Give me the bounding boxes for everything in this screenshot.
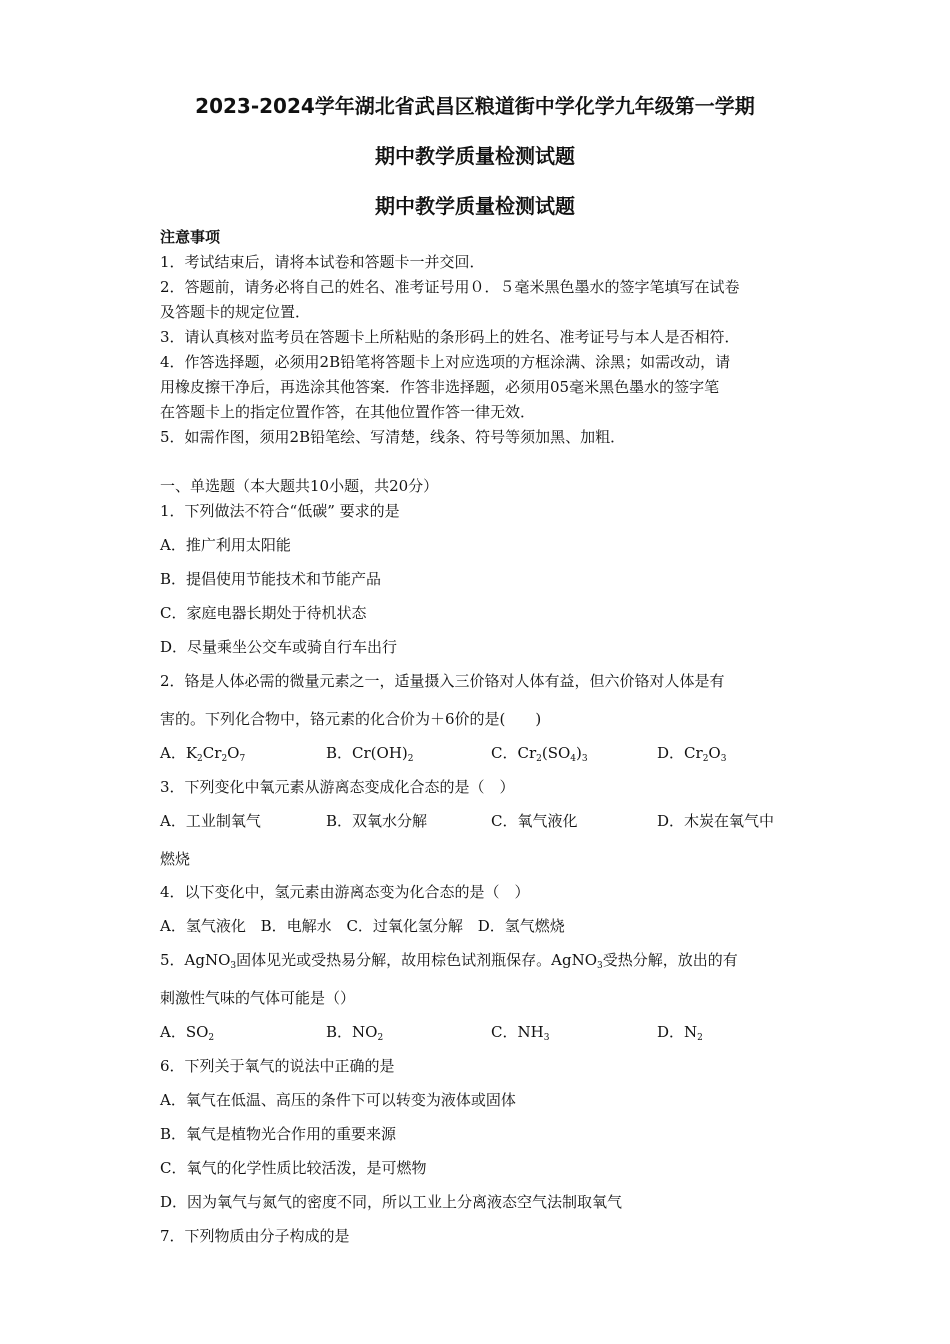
option-d: D．因为氧气与氮气的密度不同，所以工业上分离液态空气法制取氧气 xyxy=(160,1193,623,1211)
question-stem: 6．下列关于氧气的说法中正确的是 xyxy=(160,1057,395,1075)
option-c: C．过氧化氢分解 xyxy=(346,917,463,935)
question-stem-cont: 刺激性气味的气体可能是（） xyxy=(160,989,356,1007)
option-d: D．木炭在氧气中 xyxy=(657,812,775,830)
option-c: C．氧气液化 xyxy=(491,812,578,830)
option-d: D．$Cr_2O_3$ xyxy=(657,744,727,764)
option-a: A．$K_2Cr_2O_7$ xyxy=(160,744,246,764)
option-b: B．电解水 xyxy=(260,917,332,935)
option-a: A．$SO_2$ xyxy=(160,1023,215,1043)
option-d: D．氢气燃烧 xyxy=(477,917,565,935)
option-a: A．氧气在低温、高压的条件下可以转变为液体或固体 xyxy=(160,1091,516,1109)
notice-line: 用橡皮擦干净后，再选涂其他答案．作答非选择题，必须用05毫米黑色墨水的签字笔 xyxy=(160,378,720,396)
option-d: D．尽量乘坐公交车或骑自行车出行 xyxy=(160,638,398,656)
question-stem: 1．下列做法不符合“低碳” 要求的是 xyxy=(160,502,400,520)
notice-line: 4．作答选择题，必须用2B铅笔将答题卡上对应选项的方框涂满、涂黑；如需改动，请 xyxy=(160,353,731,371)
option-a: A．氢气液化 xyxy=(160,917,246,935)
question-stem: 3．下列变化中氧元素从游离态变成化合态的是（ ） xyxy=(160,778,515,796)
option-b: B．$NO_2$ xyxy=(326,1023,384,1043)
question-stem: 4．以下变化中，氢元素由游离态变为化合态的是（ ） xyxy=(160,883,530,901)
notice-line: 1．考试结束后，请将本试卷和答题卡一并交回． xyxy=(160,253,485,271)
exam-title-line1: 2023-2024学年湖北省武昌区粮道街中学化学九年级第一学期 xyxy=(195,94,755,118)
notice-line: 3．请认真核对监考员在答题卡上所粘贴的条形码上的姓名、准考证号与本人是否相符． xyxy=(160,328,740,346)
option-d: D．$N_2$ xyxy=(657,1023,703,1043)
option-c: C．家庭电器长期处于待机状态 xyxy=(160,604,367,622)
option-a: A．工业制氧气 xyxy=(160,812,261,830)
inline-options xyxy=(160,917,575,935)
option-b: B．氧气是植物光合作用的重要来源 xyxy=(160,1125,397,1143)
option-c: C．$Cr_2(SO_4)_3$ xyxy=(491,744,588,764)
option-b: B．$Cr(OH)_2$ xyxy=(326,744,414,764)
exam-title-line2: 期中教学质量检测试题 xyxy=(375,144,575,168)
option-c: C．$NH_3$ xyxy=(491,1023,550,1043)
notice-line: 2．答题前，请务必将自己的姓名、准考证号用０．５毫米黑色墨水的签字笔填写在试卷 xyxy=(160,278,740,296)
question-stem: 2．铬是人体必需的微量元素之一，适量摄入三价铬对人体有益，但六价铬对人体是有 xyxy=(160,672,725,690)
question-stem: 7．下列物质由分子构成的是 xyxy=(160,1227,350,1245)
option-b: B．提倡使用节能技术和节能产品 xyxy=(160,570,382,588)
exam-title-line3: 期中教学质量检测试题 xyxy=(375,194,575,218)
notice-heading: 注意事项 xyxy=(160,228,221,246)
option-b: B．双氧水分解 xyxy=(326,812,428,830)
notice-line: 在答题卡上的指定位置作答，在其他位置作答一律无效． xyxy=(160,403,536,421)
section-heading: 一、单选题（本大题共10小题，共20分） xyxy=(160,477,439,495)
notice-line: 5．如需作图，须用2B铅笔绘、写清楚，线条、符号等须加黑、加粗． xyxy=(160,428,626,446)
option-a: A．推广利用太阳能 xyxy=(160,536,291,554)
question-stem-cont: 害的。下列化合物中，铬元素的化合价为＋6价的是( ) xyxy=(160,710,542,728)
option-d-wrap: 燃烧 xyxy=(160,850,191,868)
question-stem: 5．AgNO$_3$固体见光或受热易分解，故用棕色试剂瓶保存。AgNO$_3$受热分解，放出的有 xyxy=(160,951,738,971)
notice-line: 及答题卡的规定位置． xyxy=(160,303,311,321)
option-c: C．氧气的化学性质比较活泼，是可燃物 xyxy=(160,1159,427,1177)
